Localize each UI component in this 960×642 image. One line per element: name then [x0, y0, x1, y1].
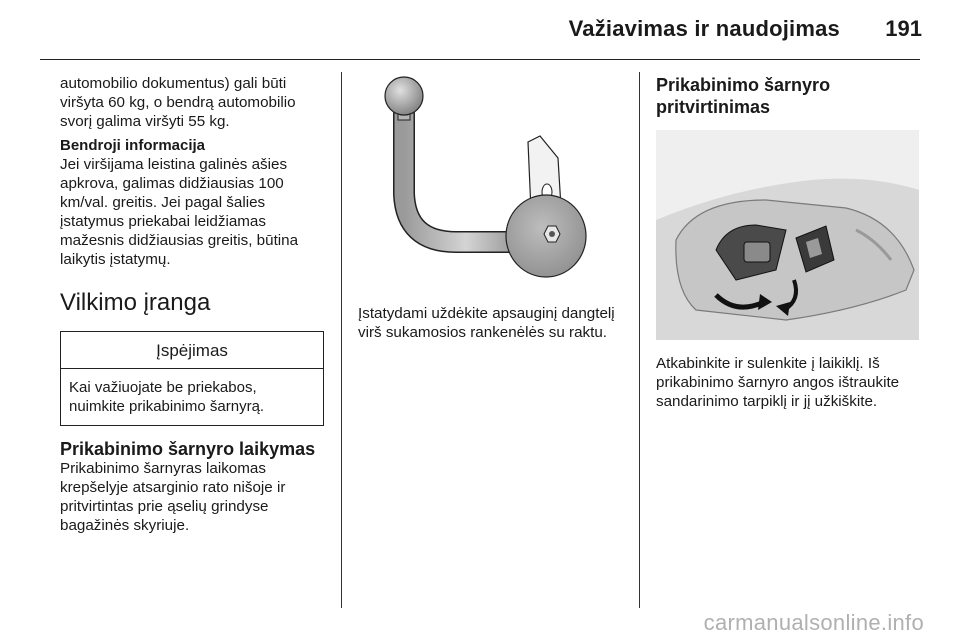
page-number: 191: [885, 16, 922, 41]
mounting-heading: Prikabinimo šarnyro pritvirtinimas: [656, 75, 831, 117]
column-middle: [358, 74, 623, 342]
figure2-caption: Atkabinkite ir sulenkite į laikiklį. Iš prikabinimo šarnyro angos ištraukite sandarinimo tarpiklį ir jį užkiškite.: [656, 355, 900, 410]
mounting-illustration: [656, 130, 919, 340]
page-header-title: Važiavimas ir naudojimas: [568, 16, 840, 41]
tow-hook-illustration: [358, 74, 621, 290]
warning-title: Įspėjimas: [61, 332, 323, 369]
storage-text: Prikabinimo šarnyras laikomas krepšelyje atsarginio rato nišoje ir pritvirtintas prie ąselių grindyse bagažinės skyriuje.: [60, 460, 286, 534]
column-right: [656, 74, 922, 411]
column-divider-right: [639, 72, 640, 608]
intro-paragraph: automobilio dokumentus) gali būti viršyta 60 kg, o bendrą automobilio svorį galima viršyti 55 kg.: [60, 75, 296, 130]
figure1-caption: Įstatydami uždėkite apsauginį dangtelį virš sukamosios rankenėlės su raktu.: [358, 305, 615, 341]
mounting-drawing: [656, 130, 919, 340]
column-divider-left: [341, 72, 342, 608]
storage-heading: Prikabinimo šarnyro laikymas: [60, 439, 316, 459]
section-title: Vilkimo įranga: [60, 289, 211, 316]
general-info-heading: Bendroji informacija: [60, 137, 206, 154]
tow-hook-drawing: [358, 74, 621, 290]
warning-box: [60, 331, 324, 426]
header-divider: [40, 59, 920, 60]
watermark: carmanualsonline.info: [703, 610, 924, 635]
column-left: [60, 74, 328, 535]
general-info-text: Jei viršijama leistina galinės ašies apkrova, galimas didžiausias 100 km/val. greitis. Jei pagal šalies įstatymus priekabai leidžiamas mažesnis didžiausias greitis, būtina laikytis įstatymų.: [60, 156, 299, 268]
warning-text: Kai važiuojate be priekabos, nuimkite prikabinimo šarnyrą.: [69, 379, 265, 415]
